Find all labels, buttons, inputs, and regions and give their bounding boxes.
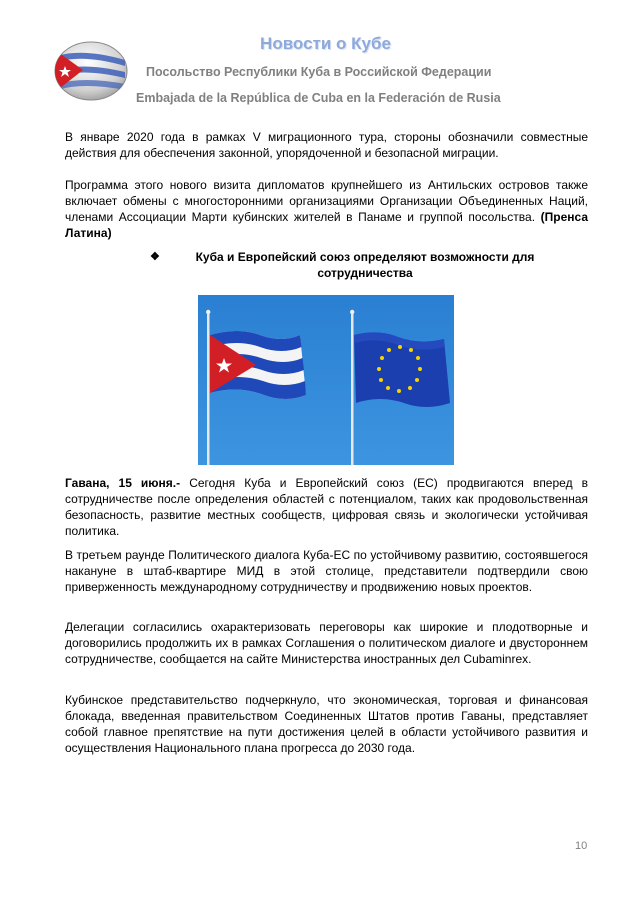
prev-article-paragraph-2: [65, 177, 588, 241]
prev-article-paragraph-2-text: Программа этого нового визита дипломатов крупнейшего из Антильских островов также включает обмены с многосторонними организациями Организации Объединенных Наций, членами Ассоциации Марти кубинских жителей в Панаме и группой посольства.: [65, 178, 588, 224]
article-headline-text: Куба и Европейский союз определяют возможности для сотрудничества: [195, 250, 535, 280]
cuba-eu-flags-photo: [198, 295, 454, 465]
source-credit: (Пренса Латина): [65, 210, 588, 240]
embassy-name-es: Embajada de la República de Cuba en la Federación de Rusia: [136, 91, 501, 105]
article-paragraph-2: В третьем раунде Политического диалога Куба-ЕС по устойчивому развитию, состоявшегося накануне в штаб-квартире МИД в этой столице, представители подтвердили свою приверженность международному сотрудничеству и продвижению новых проектов.: [65, 548, 588, 594]
article-paragraph-1-text: Сегодня Куба и Европейский союз (ЕС) продвигаются вперед в сотрудничестве после определения областей с потенциалом, таких как продовольственная безопасность, развитие местных сообществ, цифровая связь и экологически устойчивая политика.: [65, 476, 589, 538]
page-number: 10: [575, 840, 588, 852]
dateline: Гавана, 15 июня.-: [65, 476, 181, 490]
article-headline: [150, 249, 570, 281]
embassy-name-ru: Посольство Республики Куба в Российской Федерации: [146, 65, 492, 79]
newsletter-title: Новости о Кубе: [260, 34, 391, 53]
article-paragraph-4: Кубинское представительство подчеркнуло, что экономическая, торговая и финансовая блокада, введенная правительством Соединенных Штатов против Гаваны, представляет собой главное препятствие на пути достижения целей в области устойчивого развития и осуществления Национального плана прогресса до 2030 года.: [65, 693, 588, 755]
diamond-bullet-icon: ❖: [150, 251, 160, 263]
article-paragraph-3: Делегации согласились охарактеризовать переговоры как широкие и плодотворные и договорились продолжить их в рамках Соглашения о политическом диалоге и двустороннем сотрудничестве, сообщается на сайте Министерства иностранных дел Cubaminrex.: [65, 620, 588, 666]
prev-article-paragraph-1: В январе 2020 года в рамках V миграционного тура, стороны обозначили совместные действия для обеспечения законной, упорядоченной и безопасной миграции.: [65, 130, 588, 160]
article-paragraph-1: [65, 475, 588, 539]
